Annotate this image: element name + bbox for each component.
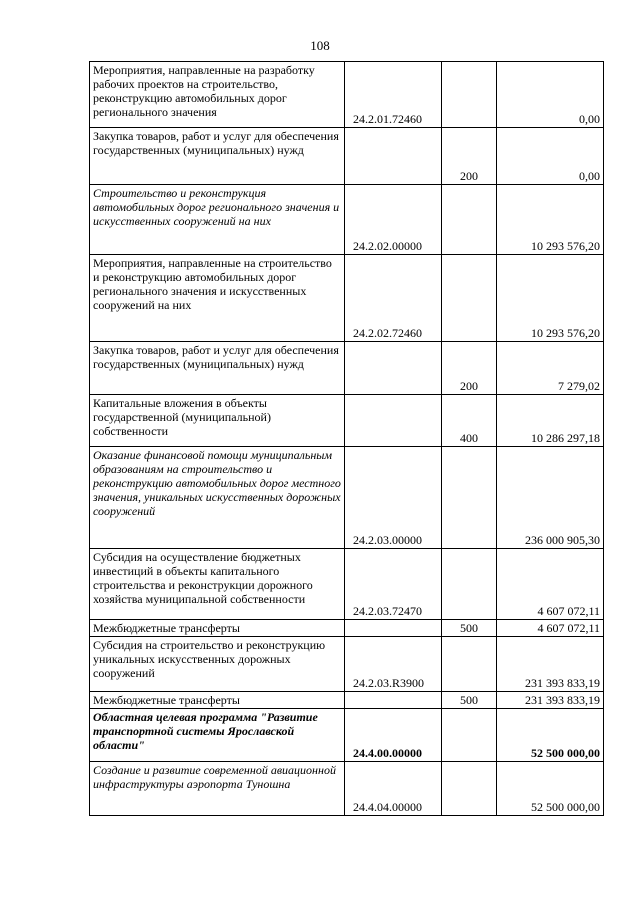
row-code: 24.4.04.00000 bbox=[345, 762, 442, 816]
table-row bbox=[90, 128, 604, 185]
row-amount: 4 607 072,11 bbox=[497, 620, 604, 637]
row-code: 24.2.03.00000 bbox=[345, 447, 442, 549]
row-code: 24.2.01.72460 bbox=[345, 62, 442, 128]
row-name: Строительство и реконструкция автомобильных дорог регионального значения и искусственных сооружений на них bbox=[90, 185, 345, 255]
row-type bbox=[442, 62, 497, 128]
row-type bbox=[442, 549, 497, 620]
row-amount: 0,00 bbox=[497, 62, 604, 128]
row-code bbox=[345, 692, 442, 709]
row-amount: 7 279,02 bbox=[497, 342, 604, 395]
row-code: 24.2.03.72470 bbox=[345, 549, 442, 620]
page-number: 108 bbox=[310, 38, 330, 53]
row-type: 400 bbox=[442, 395, 497, 447]
row-type bbox=[442, 185, 497, 255]
row-type bbox=[442, 255, 497, 342]
table-row bbox=[90, 185, 604, 255]
row-name: Мероприятия, направленные на разработку рабочих проектов на строительство, реконструкцию автомобильных дорог регионального значения bbox=[90, 62, 345, 128]
row-code bbox=[345, 342, 442, 395]
table-row bbox=[90, 637, 604, 692]
row-name: Создание и развитие современной авиационной инфраструктуры аэропорта Туношна bbox=[90, 762, 345, 816]
row-name: Субсидия на строительство и реконструкцию уникальных искусственных дорожных сооружений bbox=[90, 637, 345, 692]
row-name: Оказание финансовой помощи муниципальным образованиям на строительство и реконструкцию автомобильных дорог местного значения, уникальных искусственных дорожных сооружений bbox=[90, 447, 345, 549]
row-name: Мероприятия, направленные на строительство и реконструкцию автомобильных дорог регионального значения и искусственных сооружений на них bbox=[90, 255, 345, 342]
table-row bbox=[90, 395, 604, 447]
table-row bbox=[90, 620, 604, 637]
row-amount: 236 000 905,30 bbox=[497, 447, 604, 549]
row-amount: 10 293 576,20 bbox=[497, 185, 604, 255]
row-code: 24.2.03.R3900 bbox=[345, 637, 442, 692]
row-amount: 52 500 000,00 bbox=[497, 709, 604, 762]
row-amount: 10 286 297,18 bbox=[497, 395, 604, 447]
row-code bbox=[345, 128, 442, 185]
row-amount: 231 393 833,19 bbox=[497, 637, 604, 692]
table-row bbox=[90, 255, 604, 342]
row-type: 500 bbox=[442, 692, 497, 709]
row-amount: 52 500 000,00 bbox=[497, 762, 604, 816]
table-row bbox=[90, 762, 604, 816]
row-type: 500 bbox=[442, 620, 497, 637]
row-amount: 0,00 bbox=[497, 128, 604, 185]
row-type bbox=[442, 637, 497, 692]
row-type: 200 bbox=[442, 128, 497, 185]
row-name: Закупка товаров, работ и услуг для обеспечения государственных (муниципальных) нужд bbox=[90, 342, 345, 395]
row-code: 24.2.02.72460 bbox=[345, 255, 442, 342]
table-row bbox=[90, 692, 604, 709]
row-name: Субсидия на осуществление бюджетных инвестиций в объекты капитального строительства и реконструкции дорожного хозяйства муниципальной собственности bbox=[90, 549, 345, 620]
row-name: Областная целевая программа "Развитие транспортной системы Ярославской области" bbox=[90, 709, 345, 762]
row-code bbox=[345, 395, 442, 447]
row-code bbox=[345, 620, 442, 637]
row-amount: 4 607 072,11 bbox=[497, 549, 604, 620]
row-name: Закупка товаров, работ и услуг для обеспечения государственных (муниципальных) нужд bbox=[90, 128, 345, 185]
row-type bbox=[442, 709, 497, 762]
row-name: Межбюджетные трансферты bbox=[90, 692, 345, 709]
row-amount: 231 393 833,19 bbox=[497, 692, 604, 709]
table-row bbox=[90, 709, 604, 762]
table-row bbox=[90, 62, 604, 128]
row-name: Капитальные вложения в объекты государственной (муниципальной) собственности bbox=[90, 395, 345, 447]
row-amount: 10 293 576,20 bbox=[497, 255, 604, 342]
table-row bbox=[90, 447, 604, 549]
row-code: 24.2.02.00000 bbox=[345, 185, 442, 255]
budget-table bbox=[89, 61, 604, 816]
row-code: 24.4.00.00000 bbox=[345, 709, 442, 762]
row-name: Межбюджетные трансферты bbox=[90, 620, 345, 637]
table-row bbox=[90, 549, 604, 620]
table-row bbox=[90, 342, 604, 395]
row-type bbox=[442, 447, 497, 549]
row-type bbox=[442, 762, 497, 816]
row-type: 200 bbox=[442, 342, 497, 395]
